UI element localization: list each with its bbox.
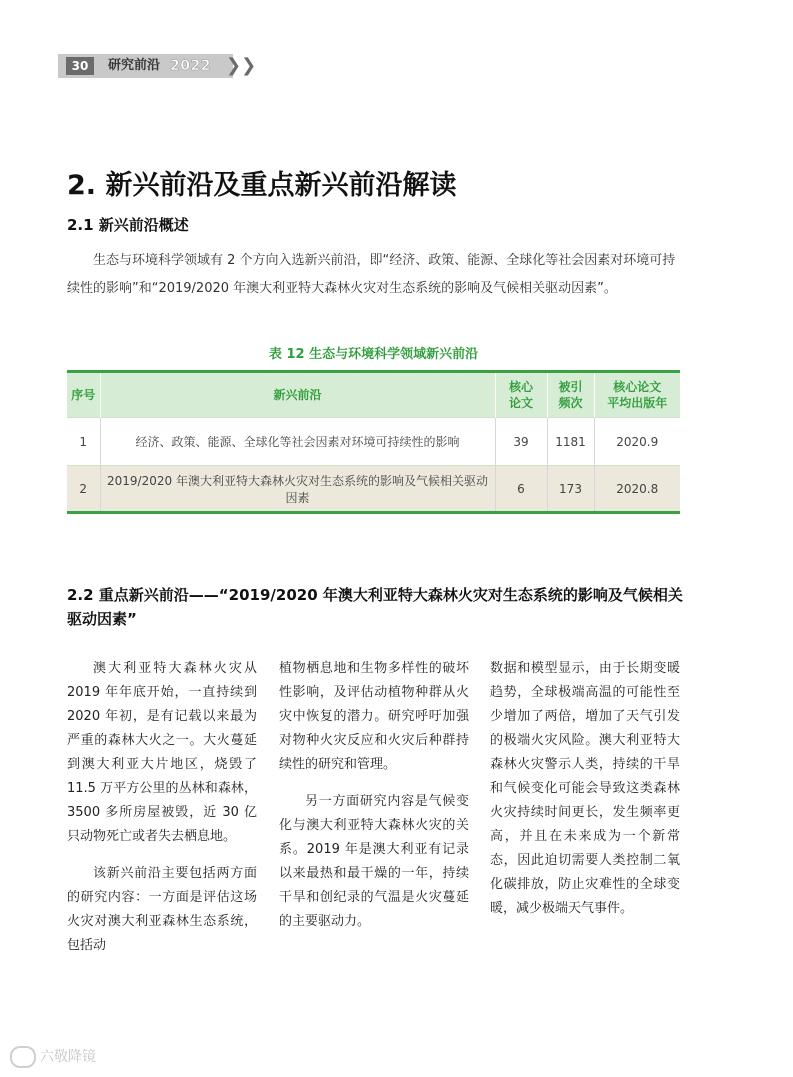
col-header-frontier: 新兴前沿 <box>100 372 495 418</box>
chevrons-icon: ❯❯ <box>226 55 257 76</box>
cell-frontier: 2019/2020 年澳大利亚特大森林火灾对生态系统的影响及气候相关驱动因素 <box>100 466 495 513</box>
body-paragraph: 植物栖息地和生物多样性的破坏性影响，及评估动植物种群从火灾中恢复的潜力。研究呼吁加强对物种火灾反应和火灾后种群持续性的研究和管理。 <box>279 661 469 772</box>
frontier-table <box>67 370 680 514</box>
table-row <box>67 418 680 466</box>
col-header-citations: 被引 频次 <box>547 372 594 418</box>
cell-seq: 1 <box>79 434 88 449</box>
running-header <box>58 54 257 78</box>
body-paragraph: 另一方面研究内容是气候变化与澳大利亚特大森林火灾的关系。2019 年是澳大利亚有记录以来最热和最干燥的一年，持续干旱和创纪录的气温是火灾蔓延的主要驱动力。 <box>279 794 469 929</box>
col-header-seq: 序号 <box>67 372 100 418</box>
table-header-row <box>67 372 680 418</box>
table-caption: 表 12 生态与环境科学领域新兴前沿 <box>268 347 479 362</box>
text-column-1 <box>67 657 257 971</box>
cell-seq: 2 <box>67 466 100 513</box>
page-number: 30 <box>66 57 94 75</box>
col-header-avg-year: 核心论文 平均出版年 <box>594 372 680 418</box>
cell-avg-year: 2020.9 <box>594 418 680 466</box>
body-paragraph: 澳大利亚特大森林火灾从 2019 年年底开始，一直持续到 2020 年初，是有记载以来最为严重的森林大火之一。大火蔓延到澳大利亚大片地区，烧毁了 11.5 万平方公里的丛林和森林，3500 多所房屋被毁，近 30 亿只动物死亡或者失去栖息地。 <box>67 661 257 844</box>
header-title: 研究前沿 <box>108 58 161 73</box>
text-column-2 <box>279 657 469 947</box>
cell-citations: 173 <box>547 466 594 513</box>
table-row <box>67 466 680 513</box>
text-column-3 <box>490 657 680 934</box>
cell-citations: 1181 <box>547 418 594 466</box>
watermark <box>10 1046 96 1068</box>
body-paragraph: 该新兴前沿主要包括两方面的研究内容：一方面是评估这场火灾对澳大利亚森林生态系统，包括动 <box>67 866 257 953</box>
watermark-logo-icon <box>10 1046 36 1068</box>
cell-core-papers: 6 <box>495 466 547 513</box>
col-header-core-papers: 核心 论文 <box>495 372 547 418</box>
watermark-text: 六敬降镜 <box>40 1049 96 1065</box>
header-year: 2022 <box>170 58 211 74</box>
subsection-title-2-2: 2.2 重点新兴前沿——“2019/2020 年澳大利亚特大森林火灾对生态系统的影响及气候相关驱动因素” <box>67 586 683 628</box>
cell-core-papers: 39 <box>495 418 547 466</box>
intro-paragraph: 生态与环境科学领域有 2 个方向入选新兴前沿，即“经济、政策、能源、全球化等社会因素对环境可持续性的影响”和“2019/2020 年澳大利亚特大森林火灾对生态系统的影响及气候相关驱动因素”。 <box>67 253 676 296</box>
cell-avg-year: 2020.8 <box>594 466 680 513</box>
section-title: 2. 新兴前沿及重点新兴前沿解读 <box>67 170 457 201</box>
subsection-title-2-1: 2.1 新兴前沿概述 <box>67 216 189 234</box>
body-paragraph: 数据和模型显示，由于长期变暖趋势，全球极端高温的可能性至少增加了两倍，增加了天气引发的极端火灾风险。澳大利亚特大森林火灾警示人类，持续的干旱和气候变化可能会导致这类森林火灾持续时间更长，发生频率更高，并且在未来成为一个新常态，因此迫切需要人类控制二氧化碳排放，防止灾难性的全球变暖，减少极端天气事件。 <box>490 661 680 916</box>
cell-frontier: 经济、政策、能源、全球化等社会因素对环境可持续性的影响 <box>100 418 495 466</box>
